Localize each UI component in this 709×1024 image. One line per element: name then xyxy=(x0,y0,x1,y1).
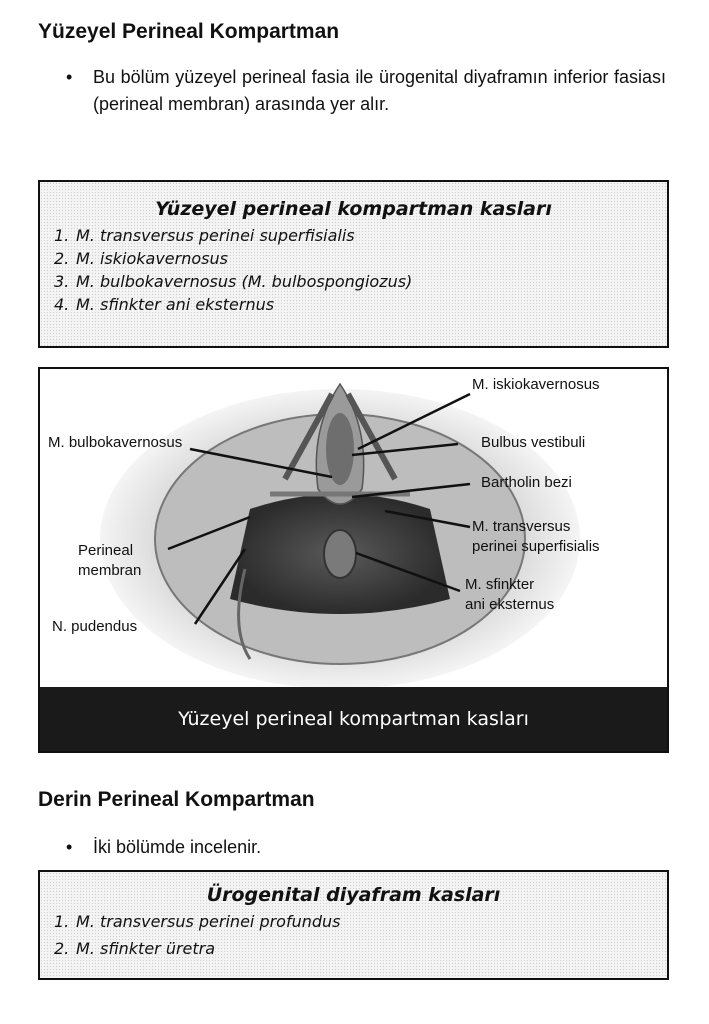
label-transversus-line2: perinei superfisialis xyxy=(472,538,600,555)
vaginal-orifice xyxy=(326,413,354,485)
list-number: 2. xyxy=(54,249,70,268)
label-bulbus-vestibuli: Bulbus vestibuli xyxy=(481,434,586,451)
muscle-list xyxy=(40,224,667,316)
bullet-text: İki bölümde incelenir. xyxy=(93,837,262,857)
anatomy-figure xyxy=(38,367,669,753)
list-item xyxy=(54,224,667,247)
anal-sphincter xyxy=(324,530,356,578)
section-heading-superficial: Yüzeyel Perineal Kompartman xyxy=(38,20,340,43)
label-iskiokavernosus: M. iskiokavernosus xyxy=(472,376,600,393)
list-text: M. sfinkter ani eksternus xyxy=(76,295,275,314)
list-item xyxy=(54,935,667,962)
list-number: 3. xyxy=(54,272,70,291)
list-number: 4. xyxy=(54,295,70,314)
list-item xyxy=(54,293,667,316)
list-item xyxy=(54,247,667,270)
label-sfinkter-line1: M. sfinkter xyxy=(465,576,535,593)
list-number: 1. xyxy=(54,912,70,931)
section-heading-deep: Derin Perineal Kompartman xyxy=(38,788,315,811)
label-bartholin: Bartholin bezi xyxy=(481,474,572,491)
list-item xyxy=(54,908,667,935)
list-text: M. sfinkter üretra xyxy=(76,939,216,958)
bullet-text: Bu bölüm yüzeyel perineal fasia ile ürogenital diyaframın inferior fasiası (perineal membran) arasında yer alır. xyxy=(93,67,666,114)
list-text: M. bulbokavernosus (M. bulbospongiozus) xyxy=(76,272,413,291)
list-text: M. transversus perinei superfisialis xyxy=(76,226,355,245)
label-perineal-line2: membran xyxy=(78,562,142,579)
list-number: 2. xyxy=(54,939,70,958)
figure-caption: Yüzeyel perineal kompartman kasları xyxy=(40,687,667,751)
box-title: Yüzeyel perineal kompartman kasları xyxy=(155,198,552,220)
list-number: 1. xyxy=(54,226,70,245)
bullet-dot-icon: • xyxy=(66,837,73,857)
muscle-list xyxy=(40,908,667,962)
list-text: M. iskiokavernosus xyxy=(76,249,228,268)
list-item xyxy=(54,270,667,293)
label-pudendus: N. pudendus xyxy=(52,618,138,635)
urogenital-box xyxy=(38,870,669,980)
label-bulbokavernosus: M. bulbokavernosus xyxy=(48,434,183,451)
bullet-item xyxy=(66,64,666,118)
label-sfinkter-line2: ani eksternus xyxy=(465,596,555,613)
label-transversus-line1: M. transversus xyxy=(472,518,571,535)
box-title: Ürogenital diyafram kasları xyxy=(206,884,501,906)
list-text: M. transversus perinei profundus xyxy=(76,912,341,931)
bullet-dot-icon: • xyxy=(66,67,73,87)
label-perineal-line1: Perineal xyxy=(78,542,134,559)
bullet-item xyxy=(66,834,666,861)
muscle-list-box xyxy=(38,180,669,348)
anatomy-illustration xyxy=(40,369,667,689)
